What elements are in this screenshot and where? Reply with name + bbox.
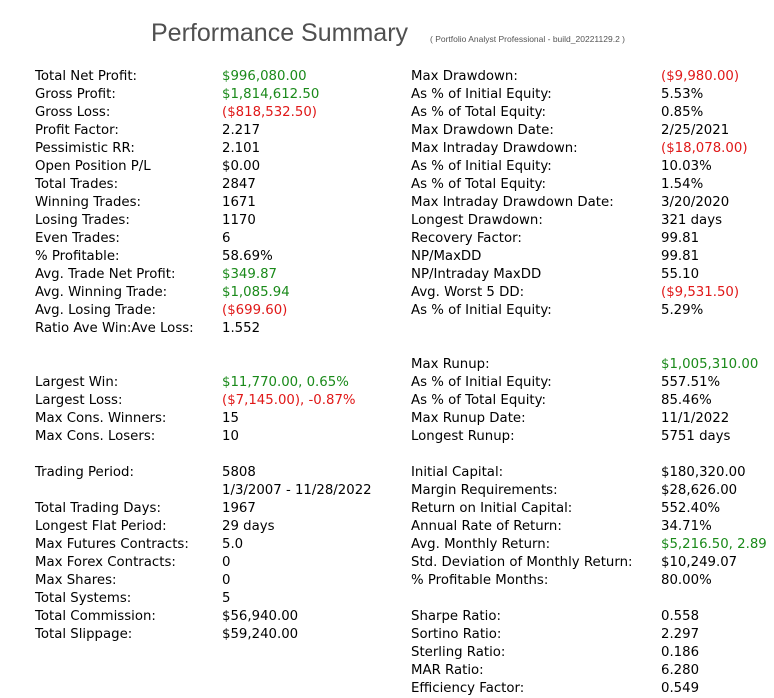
metric-value: 321 days bbox=[661, 213, 722, 228]
metric-value: $180,320.00 bbox=[661, 465, 746, 480]
metric-value: 6 bbox=[222, 231, 231, 246]
metric-value: 10.03% bbox=[661, 159, 712, 174]
metric-row bbox=[411, 248, 774, 266]
metric-row bbox=[35, 410, 380, 428]
metric-value: $0.00 bbox=[222, 159, 261, 174]
metric-value: 552.40% bbox=[661, 501, 721, 516]
metric-row bbox=[411, 266, 774, 284]
metric-value: ($818,532.50) bbox=[222, 105, 317, 120]
metric-value: ($18,078.00) bbox=[661, 141, 748, 156]
metric-value: 11/1/2022 bbox=[661, 411, 730, 426]
metric-row bbox=[411, 212, 774, 230]
metric-row bbox=[35, 266, 380, 284]
metric-label: % Profitable Months: bbox=[411, 573, 549, 588]
metric-row bbox=[35, 572, 380, 590]
metric-value: 2.217 bbox=[222, 123, 261, 138]
metric-value: 557.51% bbox=[661, 375, 721, 390]
metric-label: Max Intraday Drawdown: bbox=[411, 141, 578, 156]
metric-label: Sterling Ratio: bbox=[411, 645, 506, 660]
metric-label: Profit Factor: bbox=[35, 123, 119, 138]
metric-row bbox=[35, 464, 380, 482]
metric-label: Max Cons. Winners: bbox=[35, 411, 167, 426]
metric-row bbox=[35, 356, 380, 374]
metric-row bbox=[35, 338, 380, 356]
metric-row bbox=[35, 158, 380, 176]
metric-value: 99.81 bbox=[661, 249, 700, 264]
metric-label: Max Runup: bbox=[411, 357, 490, 372]
metric-label: As % of Initial Equity: bbox=[411, 375, 552, 390]
metric-label: Largest Win: bbox=[35, 375, 119, 390]
metric-label: As % of Initial Equity: bbox=[411, 159, 552, 174]
metric-row bbox=[35, 392, 380, 410]
metric-row bbox=[411, 428, 774, 446]
metric-row bbox=[411, 338, 774, 356]
metric-row bbox=[411, 500, 774, 518]
metric-value: 0.549 bbox=[661, 681, 700, 696]
metric-row bbox=[411, 104, 774, 122]
metric-row bbox=[35, 428, 380, 446]
metric-value: 55.10 bbox=[661, 267, 700, 282]
metric-row bbox=[35, 590, 380, 608]
metric-row bbox=[411, 320, 774, 338]
metric-value: 34.71% bbox=[661, 519, 712, 534]
metric-value: 10 bbox=[222, 429, 239, 444]
metric-row bbox=[411, 446, 774, 464]
metric-label: Std. Deviation of Monthly Return: bbox=[411, 555, 633, 570]
metric-label: Recovery Factor: bbox=[411, 231, 522, 246]
metric-row bbox=[411, 644, 774, 662]
metric-row bbox=[35, 212, 380, 230]
metric-row bbox=[35, 194, 380, 212]
metric-label: Trading Period: bbox=[35, 465, 134, 480]
metric-value: $59,240.00 bbox=[222, 627, 299, 642]
metric-label: Open Position P/L bbox=[35, 159, 151, 174]
metric-row bbox=[411, 356, 774, 374]
metric-value: $349.87 bbox=[222, 267, 277, 282]
metric-row bbox=[411, 140, 774, 158]
metric-label: Total Slippage: bbox=[35, 627, 133, 642]
metric-label: Avg. Trade Net Profit: bbox=[35, 267, 176, 282]
metric-label: Sharpe Ratio: bbox=[411, 609, 501, 624]
metric-label: Total Trading Days: bbox=[35, 501, 161, 516]
metric-label: Max Runup Date: bbox=[411, 411, 526, 426]
metric-value: 5.29% bbox=[661, 303, 704, 318]
metric-value: $1,085.94 bbox=[222, 285, 290, 300]
metric-label: Annual Rate of Return: bbox=[411, 519, 562, 534]
metric-value: 85.46% bbox=[661, 393, 712, 408]
metric-value: 0.558 bbox=[661, 609, 700, 624]
metric-value: $996,080.00 bbox=[222, 69, 307, 84]
metric-label: As % of Total Equity: bbox=[411, 105, 546, 120]
metric-value: 5.53% bbox=[661, 87, 704, 102]
build-info: ( Portfolio Analyst Professional - build_20221129.2 ) bbox=[430, 34, 625, 44]
metric-label: Margin Requirements: bbox=[411, 483, 558, 498]
metric-label: As % of Total Equity: bbox=[411, 177, 546, 192]
metric-label: Max Forex Contracts: bbox=[35, 555, 176, 570]
metric-label: Avg. Winning Trade: bbox=[35, 285, 168, 300]
metric-label: Max Shares: bbox=[35, 573, 117, 588]
metric-row bbox=[35, 374, 380, 392]
metric-label: Longest Drawdown: bbox=[411, 213, 543, 228]
metric-row bbox=[411, 536, 774, 554]
metrics-right-column bbox=[411, 68, 774, 698]
metric-row bbox=[35, 248, 380, 266]
metric-row bbox=[35, 122, 380, 140]
metric-value: 0 bbox=[222, 573, 231, 588]
metric-value: 2.101 bbox=[222, 141, 261, 156]
metric-value: 0.85% bbox=[661, 105, 704, 120]
metric-label: Sortino Ratio: bbox=[411, 627, 502, 642]
metric-row bbox=[411, 68, 774, 86]
metric-row bbox=[411, 122, 774, 140]
metric-label: Largest Loss: bbox=[35, 393, 123, 408]
metric-value: 1/3/2007 - 11/28/2022 bbox=[222, 483, 372, 498]
metric-label: Total Commission: bbox=[35, 609, 156, 624]
metric-value: 5751 days bbox=[661, 429, 731, 444]
metric-row bbox=[35, 482, 380, 500]
metric-value: 58.69% bbox=[222, 249, 273, 264]
metric-row bbox=[35, 320, 380, 338]
metric-label: Max Drawdown: bbox=[411, 69, 518, 84]
metric-row bbox=[411, 482, 774, 500]
metric-row bbox=[411, 518, 774, 536]
metric-label: Return on Initial Capital: bbox=[411, 501, 573, 516]
metric-row bbox=[411, 194, 774, 212]
metric-value: 3/20/2020 bbox=[661, 195, 730, 210]
metric-value: $1,814,612.50 bbox=[222, 87, 320, 102]
metric-value: 5808 bbox=[222, 465, 256, 480]
metric-row bbox=[411, 392, 774, 410]
metric-value: 15 bbox=[222, 411, 239, 426]
metric-value: 29 days bbox=[222, 519, 275, 534]
metric-row bbox=[35, 302, 380, 320]
metric-value: ($9,531.50) bbox=[661, 285, 740, 300]
metric-row bbox=[35, 176, 380, 194]
page-title: Performance Summary bbox=[151, 19, 409, 47]
metric-label: As % of Initial Equity: bbox=[411, 303, 552, 318]
metric-label: % Profitable: bbox=[35, 249, 120, 264]
metric-row bbox=[411, 284, 774, 302]
metric-value: 1170 bbox=[222, 213, 256, 228]
metric-row bbox=[411, 626, 774, 644]
metric-row bbox=[35, 608, 380, 626]
metric-label: As % of Total Equity: bbox=[411, 393, 546, 408]
metric-value: ($9,980.00) bbox=[661, 69, 740, 84]
metric-row bbox=[411, 86, 774, 104]
metric-value: 6.280 bbox=[661, 663, 700, 678]
metric-row bbox=[35, 536, 380, 554]
metric-row bbox=[411, 464, 774, 482]
metric-row bbox=[35, 284, 380, 302]
metric-label: Avg. Losing Trade: bbox=[35, 303, 156, 318]
metric-row bbox=[411, 680, 774, 698]
metric-row bbox=[35, 518, 380, 536]
metric-label: Losing Trades: bbox=[35, 213, 130, 228]
metric-label: Max Futures Contracts: bbox=[35, 537, 189, 552]
metric-value: $10,249.07 bbox=[661, 555, 738, 570]
metric-value: 0 bbox=[222, 555, 231, 570]
metric-row bbox=[35, 446, 380, 464]
metric-value: 1.552 bbox=[222, 321, 261, 336]
metric-value: 2/25/2021 bbox=[661, 123, 730, 138]
metric-label: Avg. Worst 5 DD: bbox=[411, 285, 525, 300]
metric-value: 0.186 bbox=[661, 645, 700, 660]
metric-label: Ratio Ave Win:Ave Loss: bbox=[35, 321, 194, 336]
metric-value: 80.00% bbox=[661, 573, 712, 588]
metric-value: 5 bbox=[222, 591, 231, 606]
metric-label: MAR Ratio: bbox=[411, 663, 484, 678]
metric-label: Gross Profit: bbox=[35, 87, 116, 102]
metric-label: Longest Runup: bbox=[411, 429, 515, 444]
metric-label: NP/Intraday MaxDD bbox=[411, 267, 542, 282]
metric-value: $5,216.50, 2.89 bbox=[661, 537, 767, 552]
metric-row bbox=[35, 626, 380, 644]
metric-row bbox=[411, 554, 774, 572]
metric-value: $11,770.00, 0.65% bbox=[222, 375, 349, 390]
metric-label: Total Systems: bbox=[35, 591, 132, 606]
metric-row bbox=[35, 554, 380, 572]
metric-label: Efficiency Factor: bbox=[411, 681, 525, 696]
metric-value: $1,005,310.00 bbox=[661, 357, 759, 372]
metric-row bbox=[411, 302, 774, 320]
metric-label: Even Trades: bbox=[35, 231, 120, 246]
metric-row bbox=[411, 572, 774, 590]
metric-row bbox=[35, 104, 380, 122]
metric-row bbox=[411, 590, 774, 608]
metric-row bbox=[35, 230, 380, 248]
metric-row bbox=[411, 158, 774, 176]
metric-row bbox=[411, 230, 774, 248]
metric-label: Max Intraday Drawdown Date: bbox=[411, 195, 614, 210]
metric-row bbox=[411, 608, 774, 626]
metric-value: ($699.60) bbox=[222, 303, 288, 318]
metric-value: 1671 bbox=[222, 195, 256, 210]
metric-value: ($7,145.00), -0.87% bbox=[222, 393, 356, 408]
metric-row bbox=[411, 374, 774, 392]
metric-label: Initial Capital: bbox=[411, 465, 504, 480]
metric-value: 1967 bbox=[222, 501, 256, 516]
metric-row bbox=[35, 68, 380, 86]
metric-value: $56,940.00 bbox=[222, 609, 299, 624]
metric-label: Max Drawdown Date: bbox=[411, 123, 554, 138]
metric-row bbox=[411, 662, 774, 680]
metric-value: $28,626.00 bbox=[661, 483, 738, 498]
metric-label: NP/MaxDD bbox=[411, 249, 482, 264]
metric-label: Pessimistic RR: bbox=[35, 141, 135, 156]
metric-value: 2847 bbox=[222, 177, 256, 192]
metric-label: Max Cons. Losers: bbox=[35, 429, 156, 444]
metric-row bbox=[35, 500, 380, 518]
metric-row bbox=[35, 140, 380, 158]
metric-label: As % of Initial Equity: bbox=[411, 87, 552, 102]
metric-row bbox=[35, 86, 380, 104]
metric-value: 5.0 bbox=[222, 537, 244, 552]
metric-row bbox=[411, 410, 774, 428]
metric-label: Avg. Monthly Return: bbox=[411, 537, 551, 552]
metric-label: Longest Flat Period: bbox=[35, 519, 167, 534]
metric-value: 99.81 bbox=[661, 231, 700, 246]
metric-label: Total Trades: bbox=[35, 177, 119, 192]
metric-row bbox=[411, 176, 774, 194]
metric-value: 2.297 bbox=[661, 627, 700, 642]
metrics-left-column bbox=[35, 68, 380, 644]
metric-label: Gross Loss: bbox=[35, 105, 111, 120]
metric-label: Total Net Profit: bbox=[35, 69, 138, 84]
metric-value: 1.54% bbox=[661, 177, 704, 192]
metric-label: Winning Trades: bbox=[35, 195, 142, 210]
